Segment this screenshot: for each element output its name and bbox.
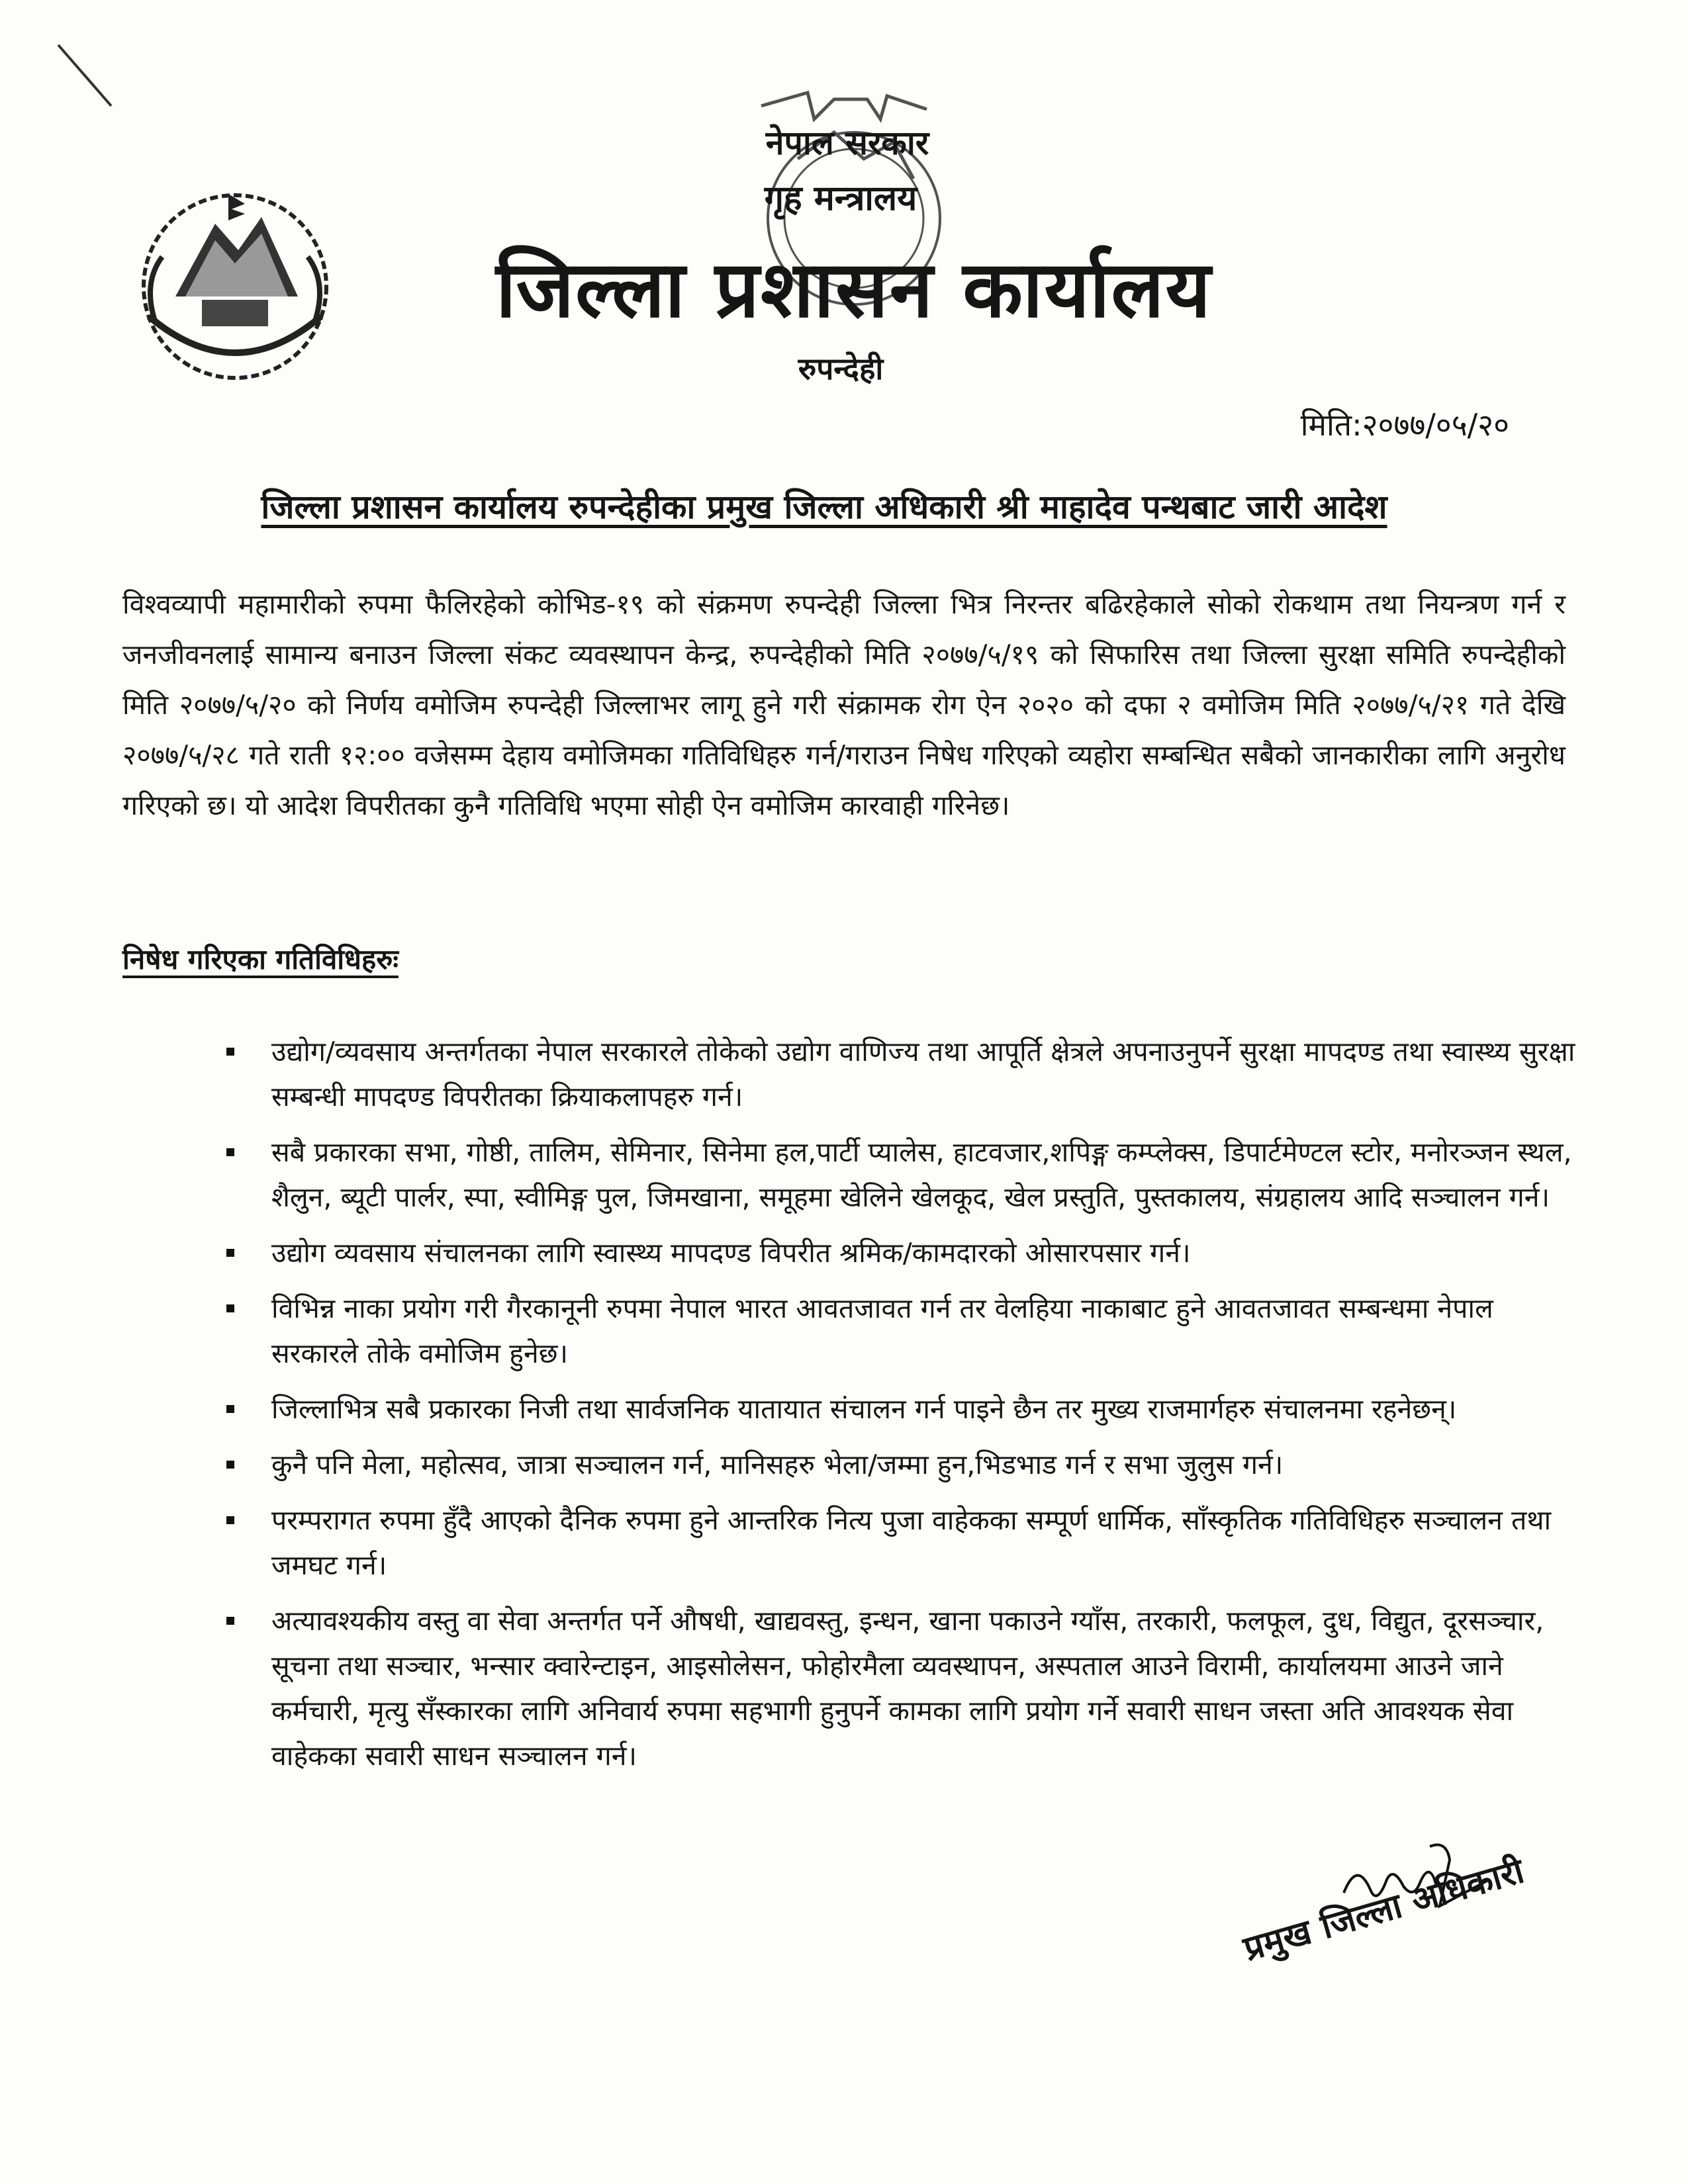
notice-title: जिल्ला प्रशासन कार्यालय रुपन्देहीका प्रमुख जिल्ला अधिकारी श्री माहादेव पन्थबाट जारी आदेश [261,488,1387,526]
square-bullet-icon [226,1617,234,1625]
square-bullet-icon [226,1405,234,1413]
list-item [218,1442,1575,1487]
square-bullet-icon [226,1249,234,1257]
list-item-text: कुनै पनि मेला, महोत्सव, जात्रा सञ्चालन गर्न, मानिसहरु भेला/जम्मा हुन,भिडभाड गर्न र सभा जुलुस गर्न। [271,1449,1284,1480]
nepal-government-emblem-icon [122,177,348,389]
ministry-name: गृह मन्त्रालय [764,179,917,218]
square-bullet-icon [226,1304,234,1312]
list-item [218,1286,1575,1376]
square-bullet-icon [226,1148,234,1156]
list-item [218,1130,1575,1220]
corner-mark-icon [53,40,119,113]
list-item-text: सबै प्रकारका सभा, गोष्ठी, तालिम, सेमिनार, सिनेमा हल,पार्टी प्यालेस, हाटवजार,शपिङ्ग कम्प्लेक्स, डिपार्टमेण्टल स्टोर, मनोरञ्जन स्थल, शैलुन, ब्यूटी पार्लर, स्पा, स्वीमिङ्ग पुल, जिमखाना, समूहमा खेलिने खेलकूद, खेल प्रस्तुति, पुस्तकालय, संग्रहालय आदि सञ्चालन गर्न। [271,1136,1572,1213]
list-item-text: विभिन्न नाका प्रयोग गरी गैरकानूनी रुपमा नेपाल भारत आवतजावत गर्न तर वेलहिया नाकाबाट हुने आवतजावत सम्बन्धमा नेपाल सरकारले तोके वमोजिम हुनेछ। [271,1293,1493,1369]
list-item [218,1387,1575,1432]
list-item-text: उद्योग व्यवसाय संचालनका लागि स्वास्थ्य मापदण्ड विपरीत श्रमिक/कामदारको ओसारपसार गर्न। [271,1237,1191,1269]
intro-paragraph: विश्वव्यापी महामारीको रुपमा फैलिरहेको कोभिड-१९ को संक्रमण रुपन्देही जिल्ला भित्र निरन्तर बढिरहेकाले सोको रोकथाम तथा नियन्त्रण गर्न र जनजीवनलाई सामान्य बनाउन जिल्ला संकट व्यवस्थापन केन्द्र, रुपन्देहीको मिति २०७७/५/१९ को सिफारिस तथा जिल्ला सुरक्षा समिति रुपन्देहीको मिति २०७७/५/२० को निर्णय वमोजिम रुपन्देही जिल्लाभर लागू हुने गरी संक्रामक रोग ऐन २०२० को दफा २ वमोजिम मिति २०७७/५/२१ गते देखि २०७७/५/२८ गते राती १२:०० वजेसम्म देहाय वमोजिमका गतिविधिहरु गर्न/गराउन निषेध गरिएको व्यहोरा सम्बन्धित सबैको जानकारीका लागि अनुरोध गरिएको छ। यो आदेश विपरीतका कुनै गतिविधि भएमा सोही ऐन वमोजिम कारवाही गरिनेछ। [122,588,1566,821]
government-name: नेपाल सरकार [765,124,929,162]
office-name: जिल्ला प्रशासन कार्यालय [496,244,1212,335]
district-name: रुपन्देही [798,351,884,387]
square-bullet-icon [226,1516,234,1524]
square-bullet-icon [226,1461,234,1469]
prohibited-activities-list [218,1029,1575,1789]
prohibited-activities-heading: निषेध गरिएका गतिविधिहरुः [122,943,399,976]
designation-stamp: प्रमुख जिल्ला अधिकारी [1239,1851,1528,1970]
list-item-text: उद्योग/व्यवसाय अन्तर्गतका नेपाल सरकारले तोकेको उद्योग वाणिज्य तथा आपूर्ति क्षेत्रले अपनाउनुपर्ने सुरक्षा मापदण्ड तथा स्वास्थ्य सुरक्षा सम्बन्धी मापदण्ड विपरीतका क्रियाकलापहरु गर्न। [271,1036,1575,1113]
list-item-text: अत्यावश्यकीय वस्तु वा सेवा अन्तर्गत पर्ने औषधी, खाद्यवस्तु, इन्धन, खाना पकाउने ग्याँस, तरकारी, फलफूल, दुध, विद्युत, दूरसञ्चार, सूचना तथा सञ्चार, भन्सार क्वारेन्टाइन, आइसोलेसन, फोहोरमैला व्यवस्थापन, अस्पताल आउने विरामी, कार्यालयमा आउने जाने कर्मचारी, मृत्यु सँस्कारका लागि अनिवार्य रुपमा सहभागी हुनुपर्ने कामका लागि प्रयोग गर्ने सवारी साधन जस्ता अति आवश्यक सेवा वाहेकका सवारी साधन सञ्चालन गर्न। [271,1605,1544,1772]
square-bullet-icon [226,1048,234,1056]
list-item-text: परम्परागत रुपमा हुँदै आएको दैनिक रुपमा हुने आन्तरिक नित्य पुजा वाहेकका सम्पूर्ण धार्मिक, साँस्कृतिक गतिविधिहरु सञ्चालन तथा जमघट गर्न। [271,1504,1552,1581]
list-item [218,1230,1575,1275]
issue-date: मिति:२०७७/०५/२० [1300,407,1509,443]
list-item-text: जिल्लाभित्र सबै प्रकारका निजी तथा सार्वजनिक यातायात संचालन गर्न पाइने छैन तर मुख्य राजमार्गहरु संचालनमा रहनेछन्। [271,1393,1457,1425]
list-item [218,1029,1575,1119]
list-item [218,1598,1575,1778]
list-item [218,1498,1575,1588]
